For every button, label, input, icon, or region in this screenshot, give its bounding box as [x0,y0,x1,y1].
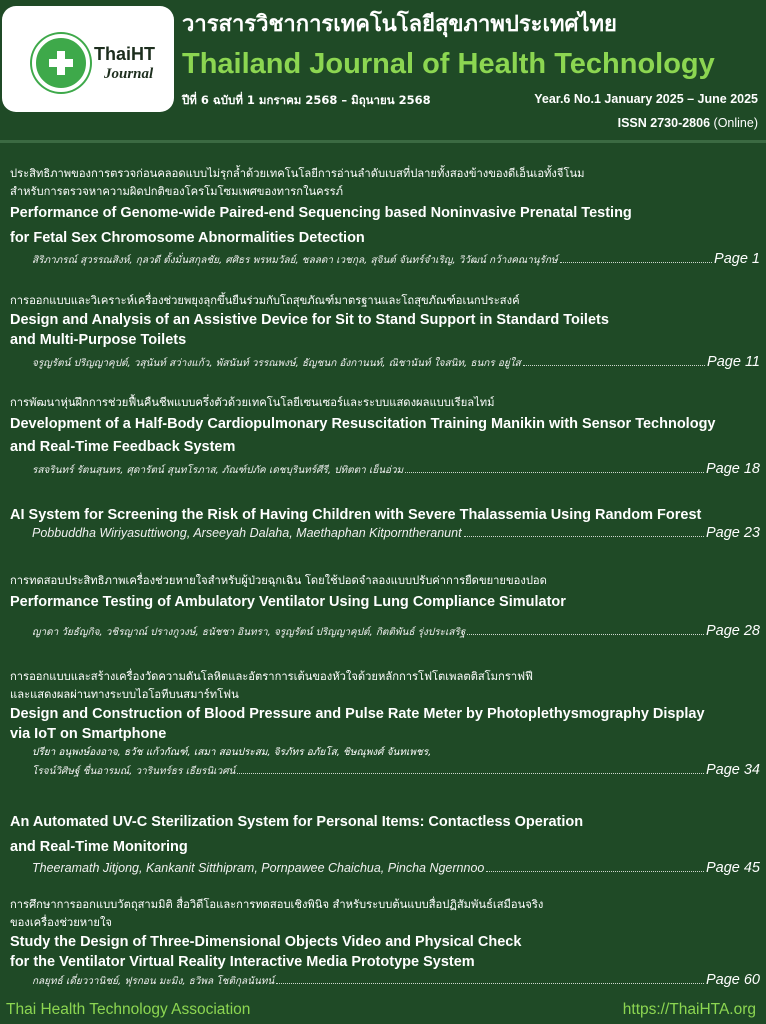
toc-entry[interactable] [10,505,760,545]
entry-authors: Pobbuddha Wiriyasuttiwong, Arseeyah Dalaha, Maethaphan Kitpornthеranunt [32,526,462,540]
cover-header [0,0,766,140]
entry-thai-title-line: ของเครื่องช่วยหายใจ [10,916,112,929]
toc-entry[interactable] [10,810,760,880]
entry-english-title-line: for the Ventilator Virtual Reality Interactive Media Prototype System [10,954,475,970]
entry-page-link[interactable]: Page 45 [705,860,760,876]
entry-english-title-line: Performance of Genome-wide Paired-end Sequencing based Noninvasive Prenatal Testing [10,205,632,221]
entry-english-title-line: for Fetal Sex Chromosome Abnormalities Detection [10,230,365,246]
entry-authors: จรูญรัตน์ ปริญญาคุปต์, วสุนันท์ สว่างแก้ว, พัสนันท์ วรรณพงษ์, ธัญชนก อังกานนท์, ณิชานันท์ ใจสนิท, ธนกร อยู่ใส [32,358,521,369]
leader-dots [237,773,704,774]
toc-entry[interactable] [10,572,760,643]
entry-english-title-line: Performance Testing of Ambulatory Ventilator Using Lung Compliance Simulator [10,594,566,610]
entry-page-link[interactable]: Page 23 [705,525,760,541]
entry-authors-row [32,623,760,643]
logo-sub: Journal [104,66,154,82]
entry-authors-row [32,972,760,992]
association-name: Thai Health Technology Association [6,1001,251,1018]
toc-entry[interactable] [10,394,760,481]
plus-heart-icon [32,34,90,92]
leader-dots [464,536,704,537]
entry-page-link[interactable]: Page 1 [714,251,760,267]
entry-thai-title-line: การทดสอบประสิทธิภาพเครื่องช่วยหายใจสำหรับผู้ป่วยฉุกเฉิน โดยใช้ปอดจำลองแบบปรับค่าการยืดขยายของปอด [10,574,547,587]
leader-dots [276,983,704,984]
entry-authors: กลยุทธ์ เดี่ยววานิชย์, ฟุรกอน มะมิง, ธวิพล โชติกุลนันทน์ [32,976,275,987]
entry-authors-row [32,860,760,880]
entry-page-link[interactable]: Page 11 [707,354,760,370]
logo-name: ThaiHT [94,44,155,64]
entry-authors-line: ปรียา อนุพงษ์องอาจ, ธวัช แก้วกัณฑ์, เสมา สอนประสม, จิรภัทร อภัยโส, ชิษณุพงศ์ จันทเพชร, [32,747,432,758]
entry-thai-title-line: การออกแบบและสร้างเครื่องวัดความดันโลหิตและอัตราการเต้นของหัวใจด้วยหลักการโฟโตเพลตติสโมกราฟฟี [10,670,533,683]
entry-english-title-line: and Real-Time Feedback System [10,439,236,455]
toc-entry[interactable] [10,165,760,271]
leader-dots [523,365,705,366]
toc-entry[interactable] [10,668,760,782]
issn-online: (Online) [713,116,758,130]
issue-thai: ปีที่ 6 ฉบับที่ 1 มกราคม 2568 – มิถุนายน 2568 [182,93,431,107]
header-divider [0,140,766,143]
entry-page-link[interactable]: Page 34 [705,762,760,778]
entry-authors-row [32,354,760,374]
entry-english-title-line: AI System for Screening the Risk of Having Children with Severe Thalassemia Using Random Forest [10,507,702,523]
leader-dots [467,634,704,635]
entry-english-title-line: and Multi-Purpose Toilets [10,332,187,348]
leader-dots [405,472,704,473]
journal-title-english: Thailand Journal of Health Technology [182,48,715,80]
entry-thai-title-line: การพัฒนาหุ่นฝึกการช่วยฟื้นคืนชีพแบบครึ่งตัวด้วยเทคโนโลยีเซนเซอร์และระบบแสดงผลแบบเรียลไทม์ [10,396,495,409]
entry-authors-row [32,762,760,782]
journal-logo [2,6,174,112]
issn [618,116,758,130]
issn-number: ISSN 2730-2806 [617,116,711,130]
association-website-link[interactable]: https://ThaiHTA.org [622,1001,756,1018]
entry-authors: รสจรินทร์ รัตนสุนทร, ศุดารัตน์ สุนทโรภาส, ภัณฑ์ปภัค เดชบุรินทร์ศีรี, ปทิตตา เย็นอ่วม [32,465,404,476]
entry-english-title-line: An Automated UV-C Sterilization System for Personal Items: Contactless Operation [10,814,584,830]
entry-english-title-line: via IoT on Smartphone [10,726,167,742]
entry-authors: โรจน์วิศิษฐ์ ชื่นอารมณ์, วารินทร์ธร เธียรนิเวศน์ [32,766,236,777]
entry-thai-title-line: การออกแบบและวิเคราะห์เครื่องช่วยพยุงลุกขึ้นยืนร่วมกับโถสุขภัณฑ์มาตรฐานและโถสุขภัณฑ์อเนกประสงค์ [10,294,520,307]
entry-authors-row [32,251,760,271]
entry-authors: Theeramath Jitjong, Kankanit Sitthipram, Pornpawee Chaichua, Pincha Ngernnoo [32,861,485,875]
entry-authors: สิริภาภรณ์ สุวรรณสิงห์, กุลวดี ตั้งมั่นสกุลชัย, ศศิธร พรหมวัลย์, ชลลดา เวชกุล, สุจินต์ จันทร์จำเริญ, วิวัฒน์ กว้างคณานุรักษ์ [32,255,558,266]
entry-authors-row [32,461,760,481]
leader-dots [486,871,704,872]
toc-entry[interactable] [10,896,760,992]
entry-english-title-line: and Real-Time Monitoring [10,839,188,855]
entry-page-link[interactable]: Page 28 [705,623,760,639]
entry-english-title-line: Study the Design of Three-Dimensional Objects Video and Physical Check [10,934,522,950]
entry-english-title-line: Design and Construction of Blood Pressure and Pulse Rate Meter by Photoplethysmography Display [10,706,705,722]
entry-english-title-line: Design and Analysis of an Assistive Device for Sit to Stand Support in Standard Toilets [10,312,609,328]
entry-authors: ญาดา วัยธัญกิจ, วชิรญาณ์ ปรางกูวงษ์, ธนัชชา อินทรา, จรูญรัตน์ ปริญญาคุปต์, กิตติพันธ์ รุ่งประเสริฐ [32,627,466,638]
toc-entry[interactable] [10,292,760,374]
entry-page-link[interactable]: Page 18 [705,461,760,477]
entry-thai-title-line: สำหรับการตรวจหาความผิดปกติของโครโมโซมเพศของทารกในครรภ์ [10,185,344,198]
entry-thai-title-line: การศึกษาการออกแบบวัตถุสามมิติ สื่อวิดีโอและการทดสอบเชิงพินิจ สำหรับระบบต้นแบบสื่อปฏิสัมพันธ์เสมือนจริง [10,898,544,911]
entry-thai-title-line: และแสดงผลผ่านทางระบบไอโอทีบนสมาร์ทโฟน [10,688,239,701]
journal-title-thai: วารสารวิชาการเทคโนโลยีสุขภาพประเทศไทย [182,12,617,37]
leader-dots [560,262,712,263]
entry-thai-title-line: ประสิทธิภาพของการตรวจก่อนคลอดแบบไม่รุกล้ำด้วยเทคโนโลยีการอ่านลำดับเบสที่ปลายทั้งสองข้างของดีเอ็นเอทั้งจีโนม [10,167,585,180]
entry-english-title-line: Development of a Half-Body Cardiopulmonary Resuscitation Training Manikin with Sensor Technology [10,416,716,432]
issue-english: Year.6 No.1 January 2025 – June 2025 [534,92,758,106]
entry-page-link[interactable]: Page 60 [705,972,760,988]
entry-authors-row [32,525,760,545]
